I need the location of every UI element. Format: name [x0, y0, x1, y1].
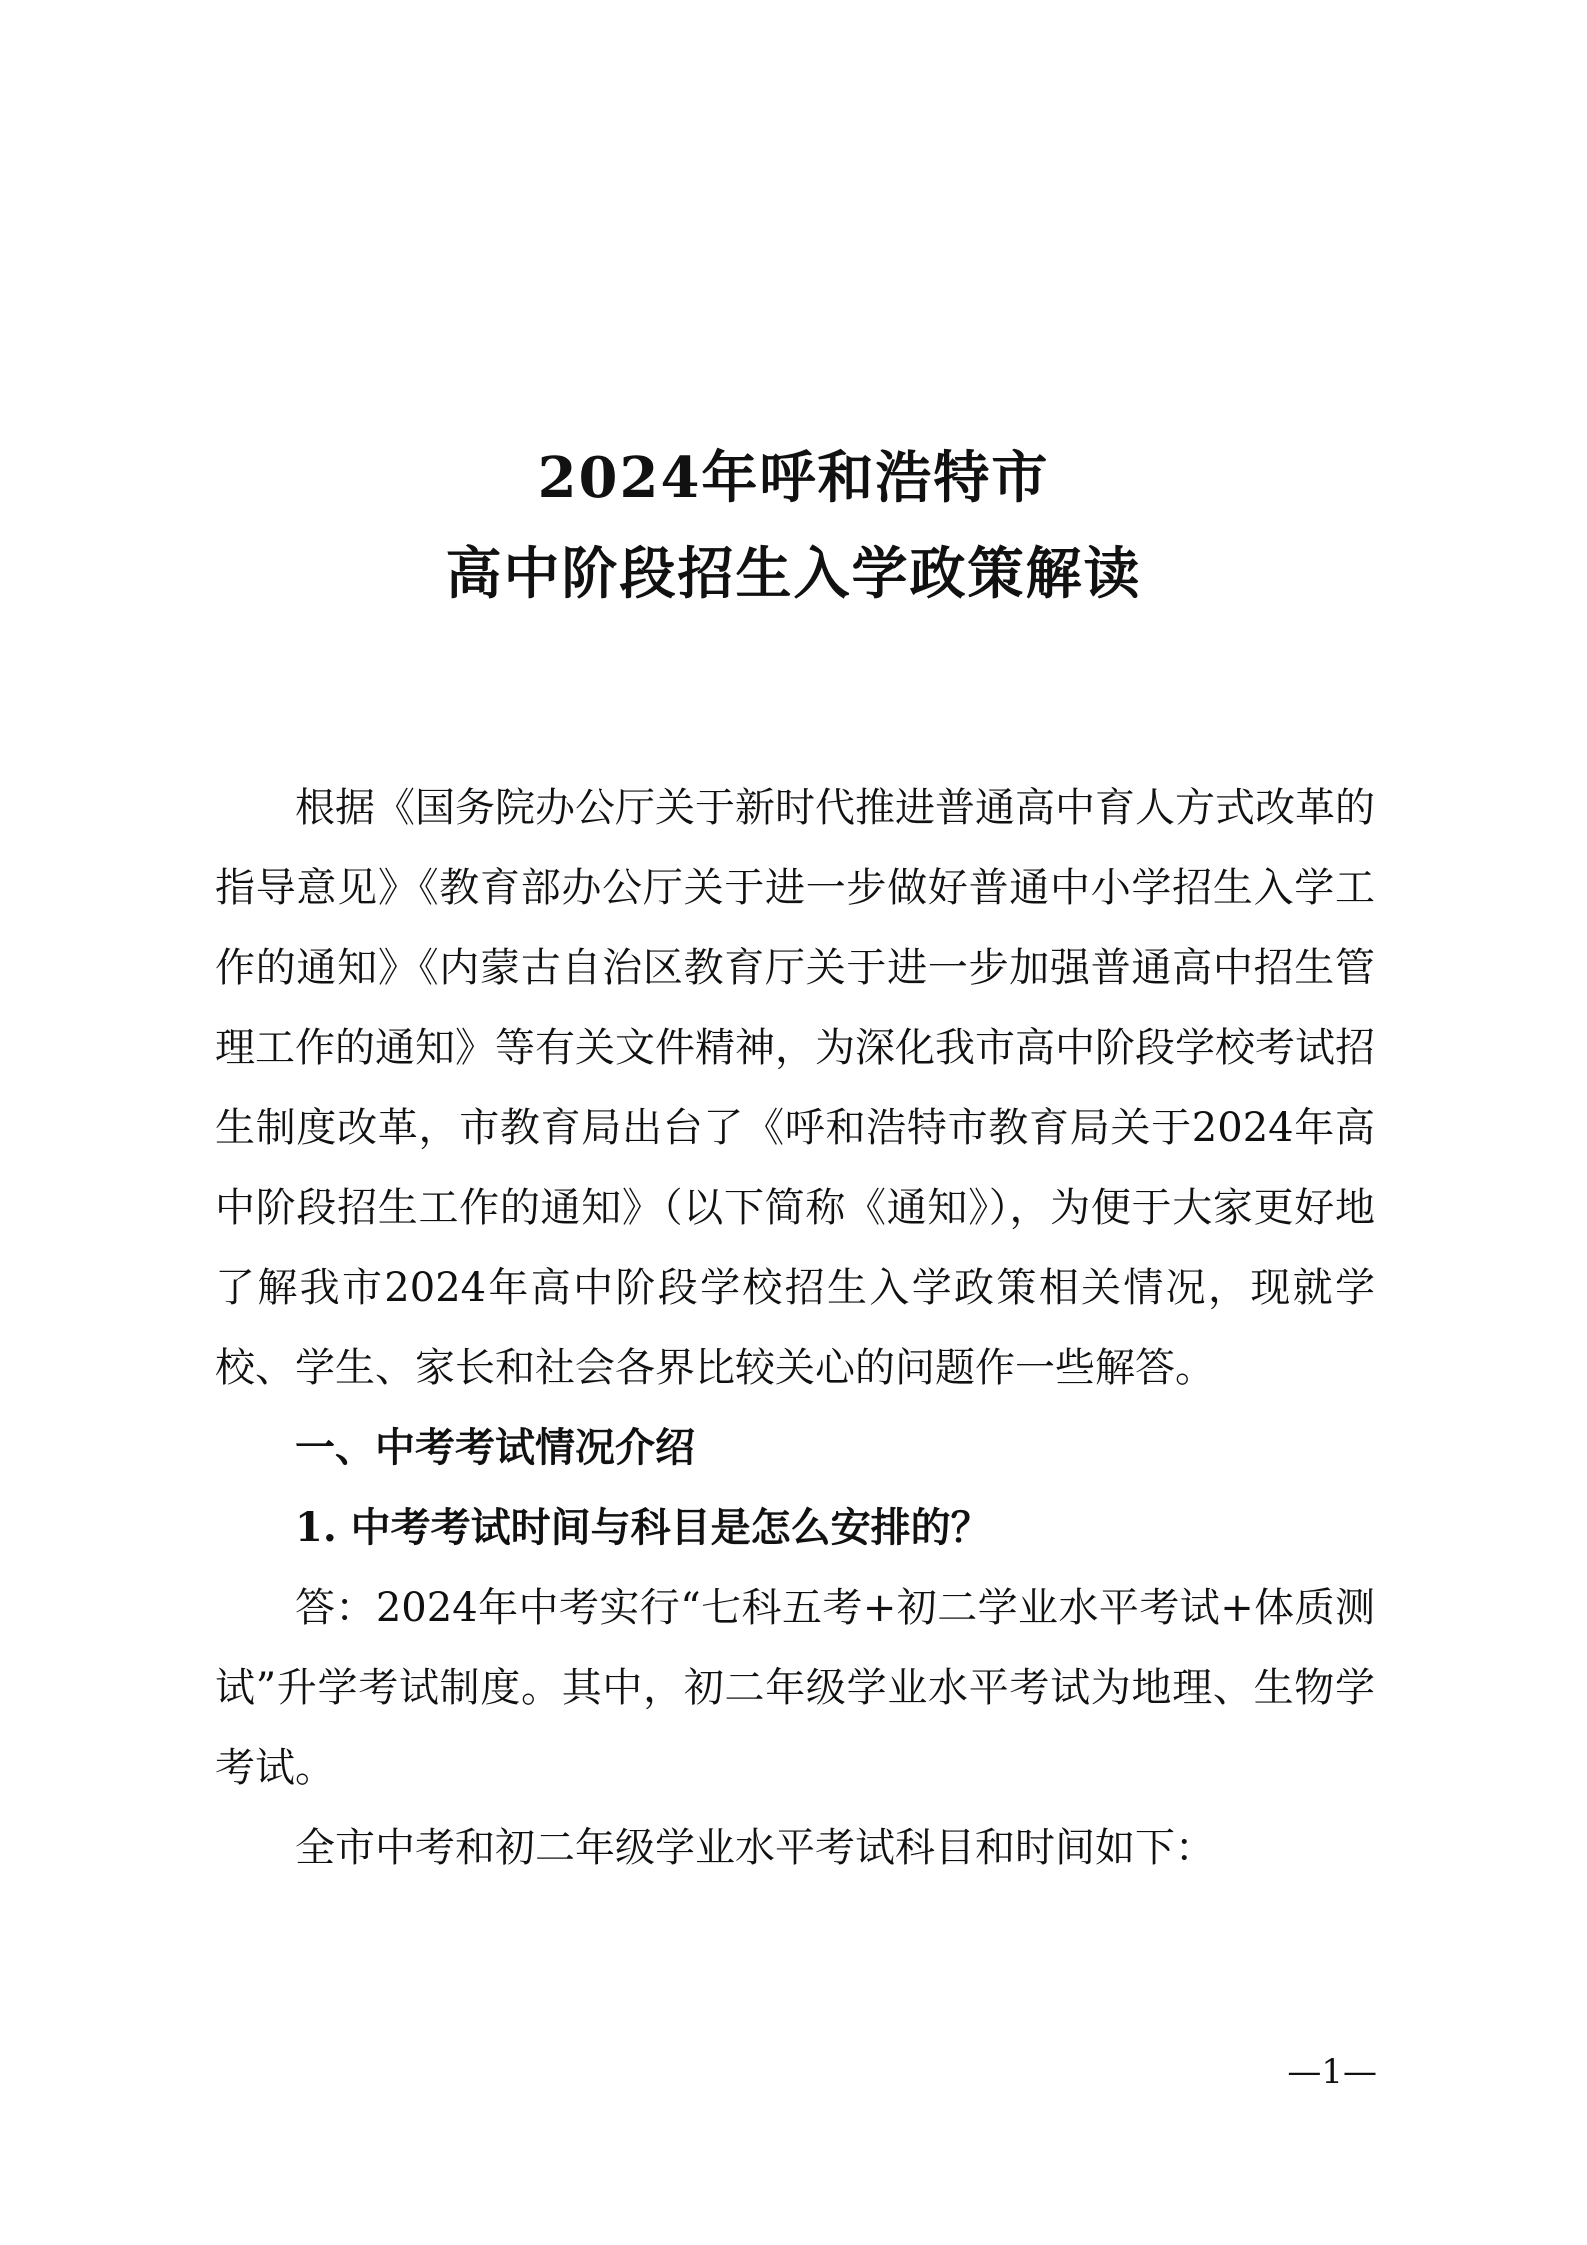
- page-number: —1—: [1287, 2052, 1377, 2092]
- intro-paragraph: 根据《国务院办公厅关于新时代推进普通高中育人方式改革的指导意见》《教育部办公厅关于进一步做好普通中小学招生入学工作的通知》《内蒙古自治区教育厅关于进一步加强普通高中招生管理工作的通知》等有关文件精神，为深化我市高中阶段学校考试招生制度改革，市教育局出台了《呼和浩特市教育局关于2024年高中阶段招生工作的通知》（以下简称《通知》），为便于大家更好地了解我市2024年高中阶段学校招生入学政策相关情况，现就学校、学生、家长和社会各界比较关心的问题作一些解答。: [215, 785, 1375, 1391]
- document-title: [0, 430, 1587, 622]
- section-heading: 一、中考考试情况介绍: [295, 1425, 695, 1471]
- answer-paragraph: 答：2024年中考实行“七科五考+初二学业水平考试+体质测试”升学考试制度。其中，初二年级学业水平考试为地理、生物学考试。: [215, 1585, 1375, 1791]
- title-line-2: 高中阶段招生入学政策解读: [445, 541, 1142, 607]
- question-heading: 1. 中考考试时间与科目是怎么安排的？: [295, 1504, 991, 1551]
- document-body: [215, 768, 1375, 1888]
- answer-followup-paragraph: 全市中考和初二年级学业水平考试科目和时间如下：: [295, 1825, 1215, 1871]
- title-line-1: 2024年呼和浩特市: [537, 445, 1050, 511]
